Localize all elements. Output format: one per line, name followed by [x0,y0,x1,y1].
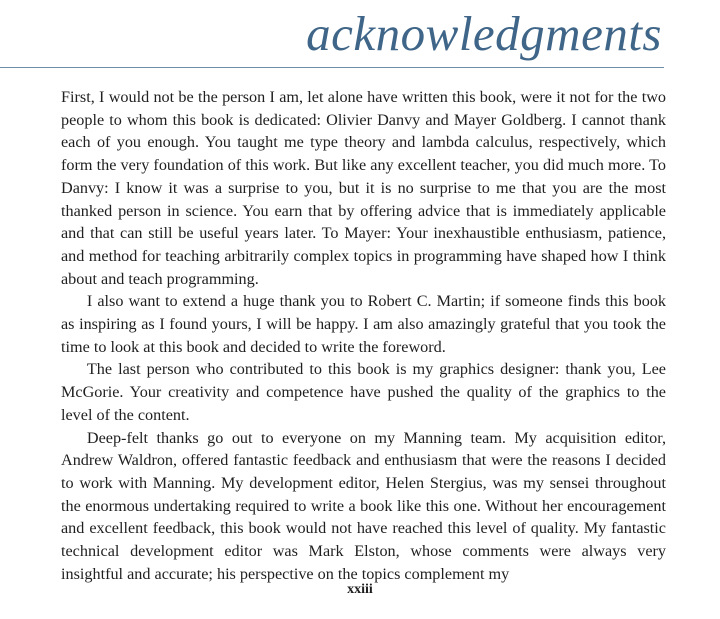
body-text [61,86,666,585]
chapter-heading: acknowledgments [306,6,662,61]
paragraph: I also want to extend a huge thank you to Robert C. Martin; if someone finds this book as inspiring as I found yours, I will be happy. I am also amazingly grateful that you took the time to look at this book and decided to write the foreword. [61,292,666,356]
heading-rule [0,67,664,68]
paragraph: The last person who contributed to this book is my graphics designer: thank you, Lee McGorie. Your creativity and competence have pushed the quality of the graphics to the level of the content. [61,360,666,424]
paragraph: First, I would not be the person I am, let alone have written this book, were it not for the two people to whom this book is dedicated: Olivier Danvy and Mayer Goldberg. I cannot thank each of you enough. You taught me type theory and lambda calculus, respectively, which form the very foundation of this work. But like any excellent teacher, you did much more. To Danvy: I know it was a surprise to you, but it is no surprise to me that you are the most thanked person in science. You earn that by offering advice that is immediately applicable and that can still be useful years later. To Mayer: Your inexhaustible enthusiasm, patience, and method for teaching arbitrarily complex topics in programming have shaped how I think about and teach programming. [61,88,666,288]
page-number: xxiii [347,582,373,597]
paragraph: Deep-felt thanks go out to everyone on my Manning team. My acquisition editor, Andrew Waldron, offered fantastic feedback and enthusiasm that were the reasons I decided to work with Manning. My development editor, Helen Stergius, was my sensei throughout the enormous undertaking required to write a book like this one. Without her encouragement and excellent feedback, this book would not have reached this level of quality. My fantastic technical development editor was Mark Elston, whose comments were always very insightful and accurate; his perspective on the topics complement my [61,428,666,583]
